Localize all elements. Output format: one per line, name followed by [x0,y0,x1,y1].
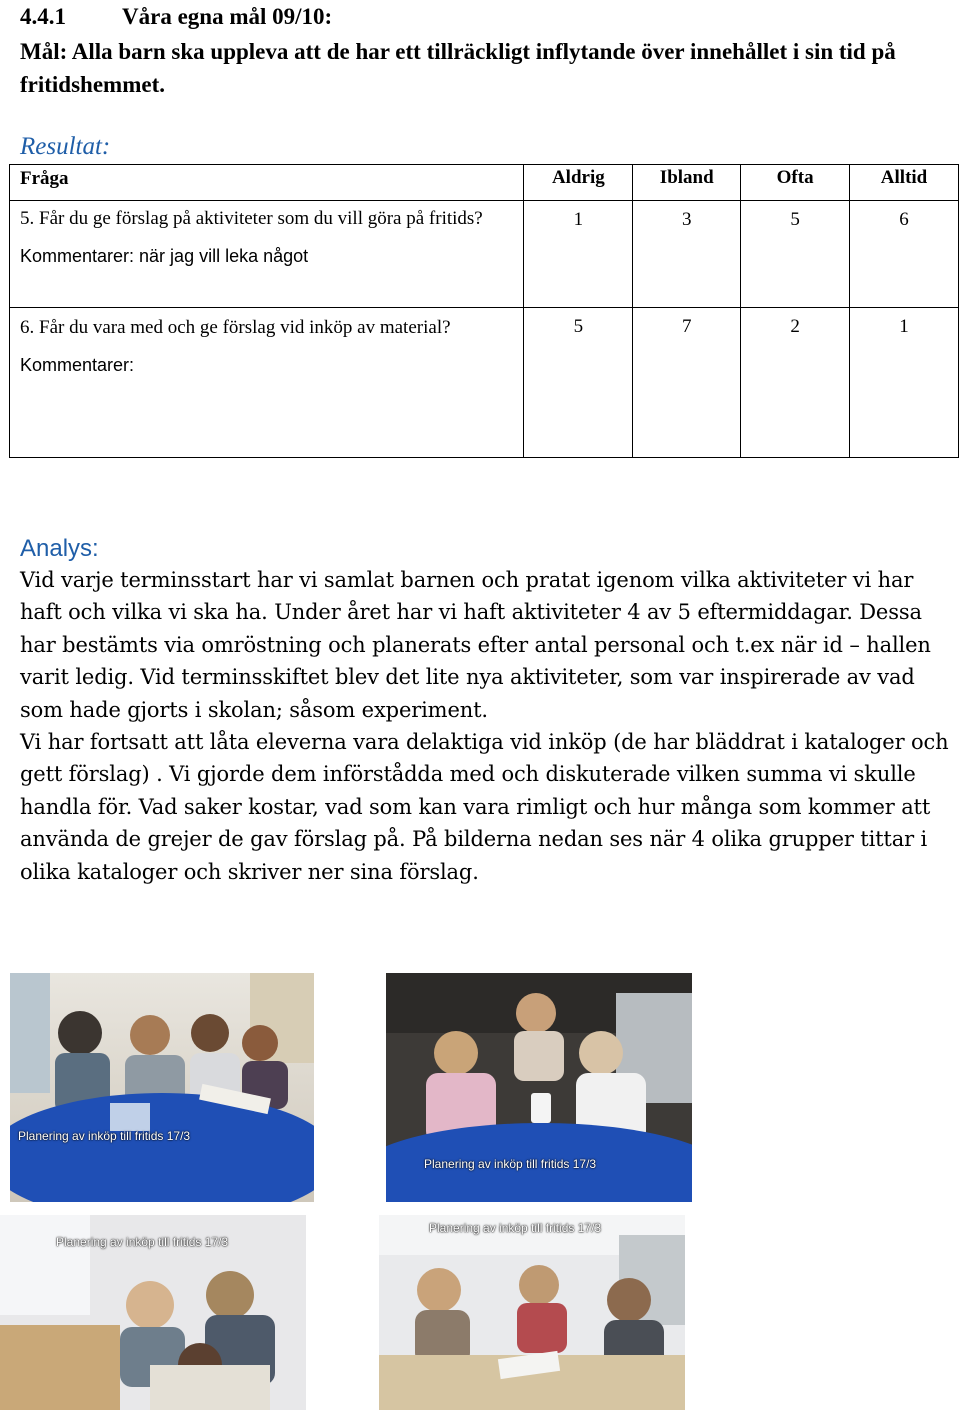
value-cell: 5 [524,308,633,458]
question-cell [10,308,524,458]
analysis-heading: Analys: [20,535,99,562]
goal-text: Mål: Alla barn ska uppleva att de har ett tillräckligt inflytande över innehållet i sin tid på fritidshemmet. [20,39,896,97]
section-number: 4.4.1 [20,4,66,29]
value-cell: 7 [633,308,741,458]
analysis-paragraph: Vi har fortsatt att låta eleverna vara delaktiga vid inköp (de har bläddrat i kataloger och gett förslag) . Vi gjorde dem införstådda med och diskuterade vilken summa vi skulle handla för. Vad saker kostar, vad som kan vara rimligt och hur många som kommer att använda de grejer de gav förslag på. På bilderna nedan ses när 4 olika grupper tittar i olika kataloger och skriver ner sina förslag. [20,730,949,884]
photo-caption: Planering av inköp till fritids 17/3 [424,1157,597,1171]
comment-text: Kommentarer: [20,355,135,375]
analysis-paragraph: Vid varje terminsstart har vi samlat barnen och pratat igenom vilka aktiviteter vi har haft och vilka vi ska ha. Under året har vi haft aktiviteter 4 av 5 eftermiddagar. Dessa har bestämts via omröstning och planerats efter antal personal och t.ex när id – hallen varit ledig. Vid terminsskiftet blev det lite nya aktiviteter, som var inspirerade av vad som hade gjorts i skolan; såsom experiment. [20,568,931,722]
value-cell: 2 [741,308,850,458]
header-never: Aldrig [524,165,633,201]
photo-caption: Planering av inköp till fritids 17/3 [429,1221,602,1235]
results-heading: Resultat: [20,133,111,160]
table-row [10,308,959,458]
question-text: 6. Får du vara med och ge förslag vid inköp av material? [20,317,451,338]
section-heading [20,2,332,32]
header-question: Fråga [10,165,524,201]
photo-caption: Planering av inköp till fritids 17/3 [56,1235,229,1249]
header-always: Alltid [850,165,959,201]
question-text: 5. Får du ge förslag på aktiviteter som du vill göra på fritids? [20,208,483,229]
photo-1 [10,973,314,1202]
section-title: Våra egna mål 09/10: [122,4,333,29]
table-row [10,201,959,308]
header-sometimes: Ibland [633,165,741,201]
comment-text: Kommentarer: när jag vill leka något [20,246,309,266]
value-cell: 1 [850,308,959,458]
value-cell: 5 [741,201,850,308]
survey-table [9,164,959,458]
question-cell [10,201,524,308]
photo-4 [379,1215,685,1410]
photo-3 [0,1215,306,1410]
photo-caption: Planering av inköp till fritids 17/3 [18,1129,191,1143]
value-cell: 6 [850,201,959,308]
table-header-row [10,165,959,201]
analysis-body [20,564,950,888]
value-cell: 1 [524,201,633,308]
header-often: Ofta [741,165,850,201]
photo-2 [386,973,692,1202]
value-cell: 3 [633,201,741,308]
